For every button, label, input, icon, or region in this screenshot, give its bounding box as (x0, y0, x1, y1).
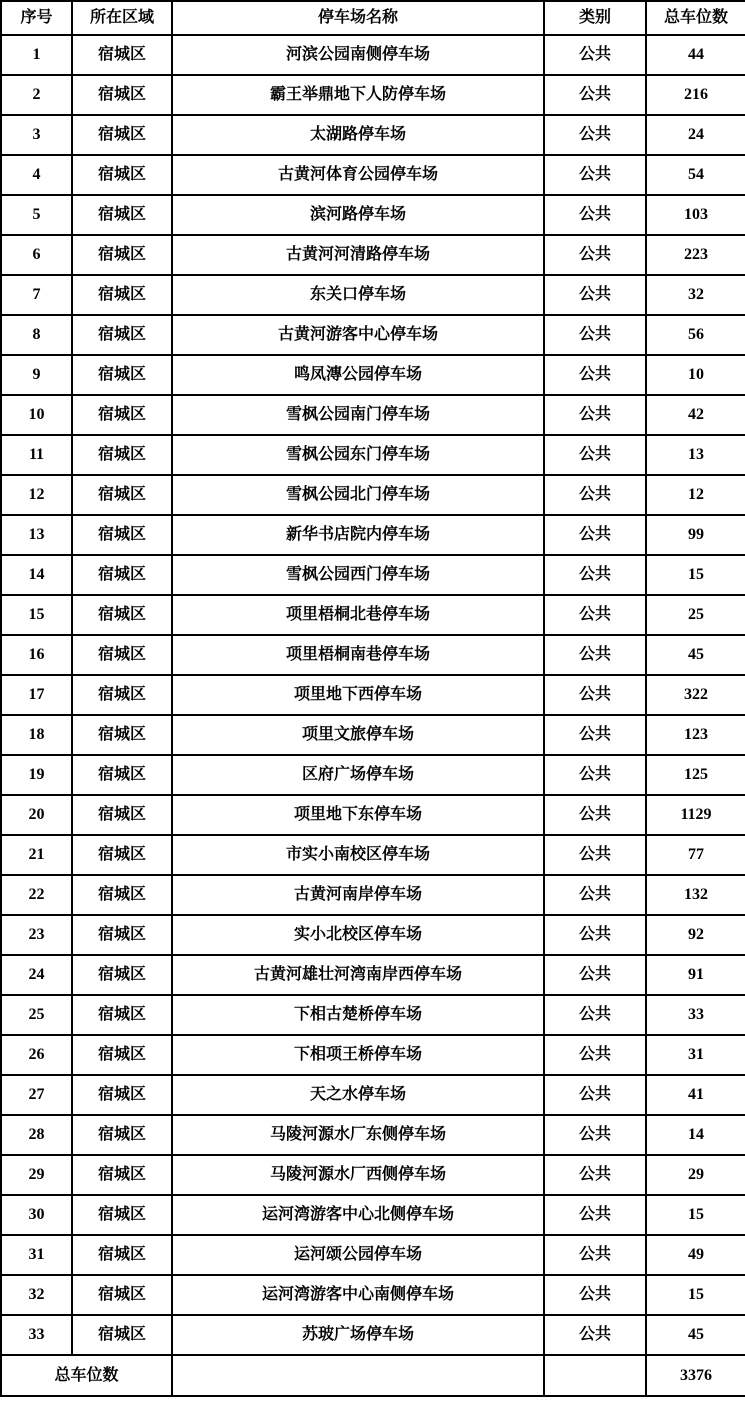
table-row (1, 195, 745, 235)
cell-seq: 15 (1, 595, 72, 635)
cell-parking-name: 天之水停车场 (172, 1075, 544, 1115)
cell-category: 公共 (544, 675, 646, 715)
cell-seq: 20 (1, 795, 72, 835)
cell-parking-name: 古黄河河清路停车场 (172, 235, 544, 275)
cell-category: 公共 (544, 1035, 646, 1075)
cell-category: 公共 (544, 1315, 646, 1355)
cell-category: 公共 (544, 115, 646, 155)
cell-region: 宿城区 (72, 1075, 172, 1115)
cell-total-spaces: 216 (646, 75, 745, 115)
table-row (1, 835, 745, 875)
cell-seq: 32 (1, 1275, 72, 1315)
cell-seq: 30 (1, 1195, 72, 1235)
cell-total-spaces: 33 (646, 995, 745, 1035)
cell-parking-name: 运河湾游客中心南侧停车场 (172, 1275, 544, 1315)
cell-seq: 29 (1, 1155, 72, 1195)
cell-total-spaces: 125 (646, 755, 745, 795)
cell-region: 宿城区 (72, 555, 172, 595)
cell-seq: 8 (1, 315, 72, 355)
table-row (1, 555, 745, 595)
cell-region: 宿城区 (72, 515, 172, 555)
cell-region: 宿城区 (72, 35, 172, 75)
cell-seq: 33 (1, 1315, 72, 1355)
cell-seq: 16 (1, 635, 72, 675)
cell-parking-name: 东关口停车场 (172, 275, 544, 315)
cell-parking-name: 项里文旅停车场 (172, 715, 544, 755)
cell-category: 公共 (544, 755, 646, 795)
cell-category: 公共 (544, 1115, 646, 1155)
cell-region: 宿城区 (72, 875, 172, 915)
cell-seq: 10 (1, 395, 72, 435)
cell-total-spaces: 45 (646, 635, 745, 675)
cell-region: 宿城区 (72, 235, 172, 275)
cell-total-spaces: 1129 (646, 795, 745, 835)
cell-seq: 13 (1, 515, 72, 555)
table-row (1, 475, 745, 515)
table-row (1, 115, 745, 155)
cell-parking-name: 下相古楚桥停车场 (172, 995, 544, 1035)
cell-category: 公共 (544, 315, 646, 355)
cell-total-spaces: 42 (646, 395, 745, 435)
cell-total-spaces: 44 (646, 35, 745, 75)
cell-total-spaces: 10 (646, 355, 745, 395)
cell-total-spaces: 15 (646, 555, 745, 595)
cell-region: 宿城区 (72, 355, 172, 395)
table-body (1, 35, 745, 1355)
header-region: 所在区域 (72, 1, 172, 35)
table-row (1, 1075, 745, 1115)
footer-row (1, 1355, 745, 1396)
cell-category: 公共 (544, 955, 646, 995)
cell-region: 宿城区 (72, 955, 172, 995)
cell-region: 宿城区 (72, 315, 172, 355)
cell-parking-name: 马陵河源水厂东侧停车场 (172, 1115, 544, 1155)
cell-total-spaces: 132 (646, 875, 745, 915)
cell-category: 公共 (544, 1155, 646, 1195)
cell-total-spaces: 15 (646, 1275, 745, 1315)
cell-category: 公共 (544, 1195, 646, 1235)
cell-region: 宿城区 (72, 595, 172, 635)
table-row (1, 1115, 745, 1155)
cell-region: 宿城区 (72, 435, 172, 475)
cell-total-spaces: 54 (646, 155, 745, 195)
cell-category: 公共 (544, 195, 646, 235)
table-row (1, 595, 745, 635)
cell-total-spaces: 56 (646, 315, 745, 355)
table-row (1, 675, 745, 715)
cell-parking-name: 雪枫公园南门停车场 (172, 395, 544, 435)
cell-region: 宿城区 (72, 1275, 172, 1315)
cell-seq: 28 (1, 1115, 72, 1155)
cell-category: 公共 (544, 515, 646, 555)
cell-region: 宿城区 (72, 275, 172, 315)
cell-total-spaces: 99 (646, 515, 745, 555)
header-seq: 序号 (1, 1, 72, 35)
cell-parking-name: 雪枫公园西门停车场 (172, 555, 544, 595)
cell-category: 公共 (544, 835, 646, 875)
cell-total-spaces: 25 (646, 595, 745, 635)
cell-seq: 14 (1, 555, 72, 595)
table-row (1, 1035, 745, 1075)
cell-total-spaces: 45 (646, 1315, 745, 1355)
cell-region: 宿城区 (72, 635, 172, 675)
cell-seq: 22 (1, 875, 72, 915)
cell-total-spaces: 24 (646, 115, 745, 155)
cell-category: 公共 (544, 635, 646, 675)
table-row (1, 1155, 745, 1195)
cell-region: 宿城区 (72, 1195, 172, 1235)
table-row (1, 715, 745, 755)
cell-parking-name: 古黄河游客中心停车场 (172, 315, 544, 355)
cell-parking-name: 运河湾游客中心北侧停车场 (172, 1195, 544, 1235)
cell-seq: 25 (1, 995, 72, 1035)
cell-region: 宿城区 (72, 675, 172, 715)
cell-region: 宿城区 (72, 1035, 172, 1075)
table-row (1, 1275, 745, 1315)
cell-total-spaces: 29 (646, 1155, 745, 1195)
cell-parking-name: 苏玻广场停车场 (172, 1315, 544, 1355)
cell-category: 公共 (544, 355, 646, 395)
cell-region: 宿城区 (72, 395, 172, 435)
cell-region: 宿城区 (72, 115, 172, 155)
table-row (1, 315, 745, 355)
table-row (1, 235, 745, 275)
cell-parking-name: 太湖路停车场 (172, 115, 544, 155)
header-row (1, 1, 745, 35)
cell-category: 公共 (544, 595, 646, 635)
cell-category: 公共 (544, 715, 646, 755)
cell-parking-name: 项里地下东停车场 (172, 795, 544, 835)
cell-category: 公共 (544, 795, 646, 835)
cell-total-spaces: 123 (646, 715, 745, 755)
table-row (1, 1195, 745, 1235)
cell-parking-name: 市实小南校区停车场 (172, 835, 544, 875)
cell-parking-name: 区府广场停车场 (172, 755, 544, 795)
cell-region: 宿城区 (72, 715, 172, 755)
cell-total-spaces: 91 (646, 955, 745, 995)
header-total-spaces: 总车位数 (646, 1, 745, 35)
cell-category: 公共 (544, 1235, 646, 1275)
header-category: 类别 (544, 1, 646, 35)
cell-parking-name: 项里地下西停车场 (172, 675, 544, 715)
table-row (1, 75, 745, 115)
cell-category: 公共 (544, 75, 646, 115)
cell-total-spaces: 41 (646, 1075, 745, 1115)
cell-parking-name: 项里梧桐南巷停车场 (172, 635, 544, 675)
cell-seq: 24 (1, 955, 72, 995)
cell-seq: 17 (1, 675, 72, 715)
cell-region: 宿城区 (72, 915, 172, 955)
cell-total-spaces: 223 (646, 235, 745, 275)
table-row (1, 355, 745, 395)
cell-total-spaces: 103 (646, 195, 745, 235)
table-row (1, 795, 745, 835)
table-row (1, 435, 745, 475)
cell-seq: 11 (1, 435, 72, 475)
cell-category: 公共 (544, 395, 646, 435)
cell-parking-name: 鸣凤漙公园停车场 (172, 355, 544, 395)
cell-region: 宿城区 (72, 75, 172, 115)
cell-category: 公共 (544, 435, 646, 475)
cell-region: 宿城区 (72, 755, 172, 795)
table-row (1, 915, 745, 955)
cell-seq: 18 (1, 715, 72, 755)
table-row (1, 515, 745, 555)
cell-seq: 3 (1, 115, 72, 155)
table-row (1, 395, 745, 435)
cell-seq: 2 (1, 75, 72, 115)
table-row (1, 1235, 745, 1275)
cell-parking-name: 雪枫公园北门停车场 (172, 475, 544, 515)
table-row (1, 275, 745, 315)
cell-total-spaces: 15 (646, 1195, 745, 1235)
table-row (1, 155, 745, 195)
cell-parking-name: 古黄河体育公园停车场 (172, 155, 544, 195)
cell-region: 宿城区 (72, 795, 172, 835)
cell-parking-name: 古黄河雄壮河湾南岸西停车场 (172, 955, 544, 995)
table-row (1, 635, 745, 675)
cell-region: 宿城区 (72, 995, 172, 1035)
cell-total-spaces: 92 (646, 915, 745, 955)
cell-seq: 23 (1, 915, 72, 955)
cell-total-spaces: 14 (646, 1115, 745, 1155)
cell-seq: 12 (1, 475, 72, 515)
cell-parking-name: 河滨公园南侧停车场 (172, 35, 544, 75)
cell-total-spaces: 322 (646, 675, 745, 715)
cell-seq: 19 (1, 755, 72, 795)
cell-region: 宿城区 (72, 475, 172, 515)
cell-seq: 27 (1, 1075, 72, 1115)
cell-parking-name: 古黄河南岸停车场 (172, 875, 544, 915)
table-row (1, 755, 745, 795)
cell-category: 公共 (544, 475, 646, 515)
cell-total-spaces: 32 (646, 275, 745, 315)
cell-region: 宿城区 (72, 1235, 172, 1275)
footer-empty-name-cell (172, 1355, 544, 1396)
cell-parking-name: 马陵河源水厂西侧停车场 (172, 1155, 544, 1195)
footer-empty-category-cell (544, 1355, 646, 1396)
cell-region: 宿城区 (72, 195, 172, 235)
cell-parking-name: 下相项王桥停车场 (172, 1035, 544, 1075)
cell-total-spaces: 12 (646, 475, 745, 515)
cell-region: 宿城区 (72, 1155, 172, 1195)
cell-parking-name: 雪枫公园东门停车场 (172, 435, 544, 475)
cell-region: 宿城区 (72, 835, 172, 875)
table-row (1, 875, 745, 915)
cell-total-spaces: 13 (646, 435, 745, 475)
cell-parking-name: 新华书店院内停车场 (172, 515, 544, 555)
cell-region: 宿城区 (72, 1115, 172, 1155)
table-row (1, 995, 745, 1035)
cell-category: 公共 (544, 155, 646, 195)
cell-category: 公共 (544, 1075, 646, 1115)
cell-parking-name: 霸王举鼎地下人防停车场 (172, 75, 544, 115)
table-row (1, 35, 745, 75)
cell-region: 宿城区 (72, 1315, 172, 1355)
header-parking-name: 停车场名称 (172, 1, 544, 35)
cell-seq: 4 (1, 155, 72, 195)
cell-total-spaces: 31 (646, 1035, 745, 1075)
cell-seq: 9 (1, 355, 72, 395)
cell-parking-name: 项里梧桐北巷停车场 (172, 595, 544, 635)
cell-parking-name: 实小北校区停车场 (172, 915, 544, 955)
cell-total-spaces: 49 (646, 1235, 745, 1275)
cell-parking-name: 滨河路停车场 (172, 195, 544, 235)
cell-category: 公共 (544, 235, 646, 275)
cell-seq: 7 (1, 275, 72, 315)
cell-category: 公共 (544, 275, 646, 315)
cell-seq: 31 (1, 1235, 72, 1275)
footer-total-value: 3376 (646, 1355, 745, 1396)
cell-parking-name: 运河颂公园停车场 (172, 1235, 544, 1275)
cell-category: 公共 (544, 915, 646, 955)
cell-seq: 5 (1, 195, 72, 235)
cell-region: 宿城区 (72, 155, 172, 195)
cell-category: 公共 (544, 1275, 646, 1315)
cell-seq: 6 (1, 235, 72, 275)
cell-seq: 21 (1, 835, 72, 875)
table-row (1, 1315, 745, 1355)
footer-total-label: 总车位数 (1, 1355, 172, 1396)
cell-category: 公共 (544, 555, 646, 595)
cell-category: 公共 (544, 995, 646, 1035)
cell-category: 公共 (544, 875, 646, 915)
cell-seq: 1 (1, 35, 72, 75)
table-row (1, 955, 745, 995)
cell-total-spaces: 77 (646, 835, 745, 875)
cell-seq: 26 (1, 1035, 72, 1075)
cell-category: 公共 (544, 35, 646, 75)
